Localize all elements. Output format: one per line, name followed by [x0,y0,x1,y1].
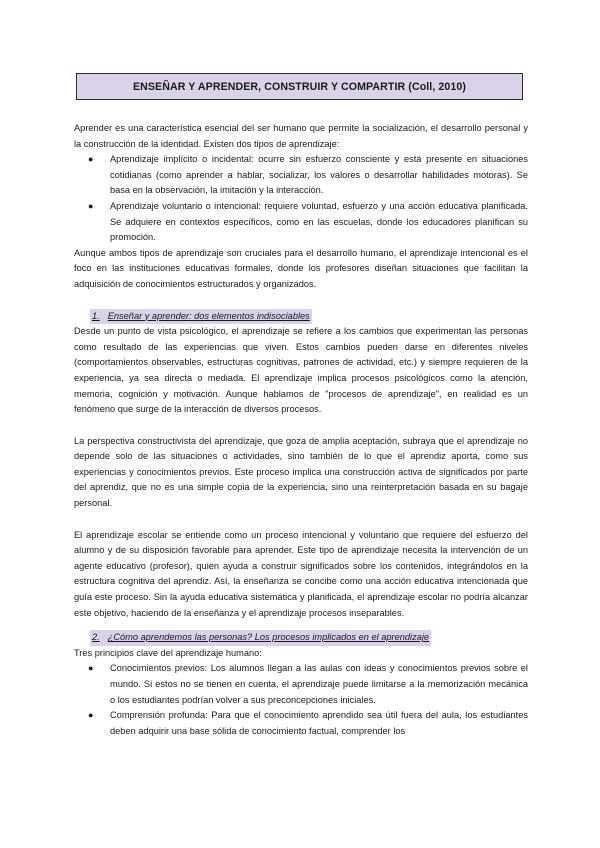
bullet-icon: ● [88,200,94,211]
bullet-icon: ● [88,154,94,165]
intro-closing-paragraph: Aunque ambos tipos de aprendizaje son cruciales para el desarrollo humano, el aprendizaje intencional es el foco en las instituciones educativas formales, donde los profesores diseñan situaciones que facilitan la adquisición de conocimientos estructurados y organizados. [74,247,528,289]
section-1-paragraph: La perspectiva constructivista del aprendizaje, que goza de amplia aceptación, subraya que el aprendizaje no depende solo de las situaciones o actividades, sino también de lo que el aprendiz aporta, como sus experiencias y conocimientos previos. Este proceso implica una construcción activa de significados por parte del aprendiz, que no es una simple copia de la experiencia, sino una reinterpretación basada en su bagaje personal. [74,435,528,509]
bullet-icon: ● [88,663,94,674]
section-1-heading: 1. Enseñar y aprender: dos elementos indisociables [74,309,528,325]
intro-bullet-list [74,152,528,246]
section-1-paragraph: El aprendizaje escolar se entiende como un proceso intencional y voluntario que requiere del esfuerzo del alumno y de su disposición favorable para aprender. Este tipo de aprendizaje necesita la intervención de un agente educativo (profesor), quien ayuda a construir significados sobre los contenidos, integrándolos en la estructura cognitiva del aprendiz. Así, la enseñanza se concibe como una acción educativa intencionada que guía este proceso. Sin la ayuda educativa sistemática y planificada, el aprendizaje escolar no podría alcanzar este objetivo, haciendo de la enseñanza y el aprendizaje procesos inseparables. [74,529,528,618]
section-2-bullet-list [74,661,528,739]
document-body [74,121,528,739]
list-item: ● Aprendizaje voluntario o intencional: requiere voluntad, esfuerzo y una acción educativa planificada. Se adquiere en contextos específicos, como en las escuelas, donde los educadores planifican su promoción. [88,200,528,243]
document-title: ENSEÑAR Y APRENDER, CONSTRUIR Y COMPARTIR (Coll, 2010) [76,73,523,100]
bullet-icon: ● [88,710,94,721]
list-item: ● Comprensión profunda: Para que el conocimiento aprendido sea útil fuera del aula, los estudiantes deben adquirir una base sólida de conocimiento factual, comprender los [88,710,528,736]
section-2-lead: Tres principios clave del aprendizaje humano: [74,647,262,658]
list-item: ● Conocimientos previos: Los alumnos llegan a las aulas con ideas y conocimientos previos sobre el mundo. Si estos no se tienen en cuenta, el aprendizaje puede limitarse a la memorización mecánica o los estudiantes podrían volver a sus preconcepciones iniciales. [88,663,528,705]
section-2-heading: 2. ¿Cómo aprendemos las personas? Los procesos implicados en el aprendizaje [74,630,528,646]
section-1-paragraph: Desde un punto de vista psicológico, el aprendizaje se refiere a los cambios que experimentan las personas como resultado de las experiencias que viven. Estos cambios pueden darse en diferentes niveles (comportamientos observables, estructuras cognitivas, patrones de actividad, etc.) y siempre requieren de la experiencia, ya sea directa o mediada. El aprendizaje implica procesos psicológicos como la atención, memoria, cognición y motivación. Aunque hablamos de "procesos de aprendizaje", en realidad es un fenómeno que surge de la interacción de diversos procesos. [74,326,528,415]
intro-paragraph: Aprender es una característica esencial del ser humano que permite la socialización, el desarrollo personal y la construcción de la identidad. Existen dos tipos de aprendizaje: [74,123,528,149]
list-item: ● Aprendizaje implícito o incidental: ocurre sin esfuerzo consciente y está presente en situaciones cotidianas (como aprender a hablar, socializar, los valores o desarrollar habilidades motoras). Se basa en la observación, la imitación y la interacción. [88,154,528,196]
